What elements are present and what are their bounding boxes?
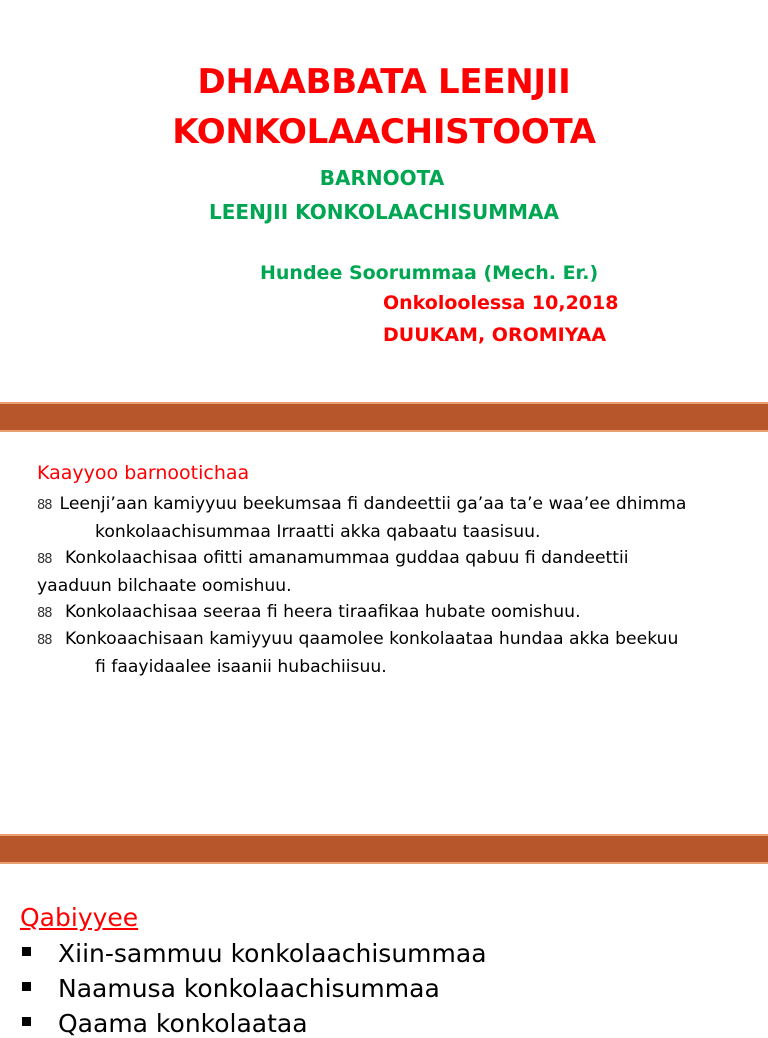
contents-item-text: Xiin-sammuu konkolaachisummaa — [58, 939, 487, 968]
contents-item-text: Qaama konkolaataa — [58, 1009, 308, 1038]
title-slide — [0, 0, 768, 402]
subtitle-line1: BARNOOTA — [319, 166, 445, 190]
slide-divider — [0, 402, 768, 432]
slide-title-line1: DHAABBATA LEENJII — [197, 62, 571, 102]
presentation-date: Onkoloolessa 10,2018 — [383, 292, 619, 314]
objective-item — [37, 599, 757, 627]
bullet-glyph-icon: 88 — [37, 606, 52, 621]
objective-text-line1: Konkoaachisaan kamiyyuu qaamolee konkolaataa hundaa akka beekuu — [65, 629, 679, 649]
objective-item — [37, 491, 757, 546]
objectives-heading: Kaayyoo barnootichaa — [37, 462, 250, 484]
slide-title-line2: KONKOLAACHISTOOTA — [172, 112, 596, 152]
contents-item-text: Naamusa konkolaachisummaa — [58, 974, 440, 1003]
objective-text-line1: Leenji’aan kamiyyuu beekumsaa fi dandeettii ga’aa ta’e waa’ee dhimma — [59, 494, 687, 514]
author-name: Hundee Soorummaa (Mech. Er.) — [260, 262, 599, 284]
objective-text-line1: Konkolaachisaa seeraa fi heera tiraafikaa hubate oomishuu. — [65, 602, 581, 622]
contents-list-item — [22, 939, 487, 968]
presentation-location: DUUKAM, OROMIYAA — [383, 324, 607, 346]
square-bullet-icon — [22, 1017, 31, 1026]
bullet-glyph-icon: 88 — [37, 633, 52, 648]
objective-text-line1: Konkolaachisaa ofitti amanamummaa guddaa qabuu fi dandeettii — [65, 548, 629, 568]
bullet-glyph-icon: 88 — [37, 552, 52, 567]
contents-list-item — [22, 974, 440, 1003]
objective-text-line2: fi faayidaalee isaanii hubachiisuu. — [95, 657, 387, 677]
slide-divider — [0, 834, 768, 864]
bullet-glyph-icon: 88 — [37, 498, 52, 513]
contents-heading: Qabiyyee — [20, 903, 139, 932]
subtitle-line2: LEENJII KONKOLAACHISUMMAA — [209, 200, 559, 224]
square-bullet-icon — [22, 947, 31, 956]
objective-item — [37, 545, 757, 600]
square-bullet-icon — [22, 982, 31, 991]
objective-item — [37, 626, 757, 681]
objective-text-line2: yaaduun bilchaate oomishuu. — [37, 576, 292, 596]
objective-text-line2: konkolaachisummaa Irraatti akka qabaatu taasisuu. — [95, 522, 541, 542]
